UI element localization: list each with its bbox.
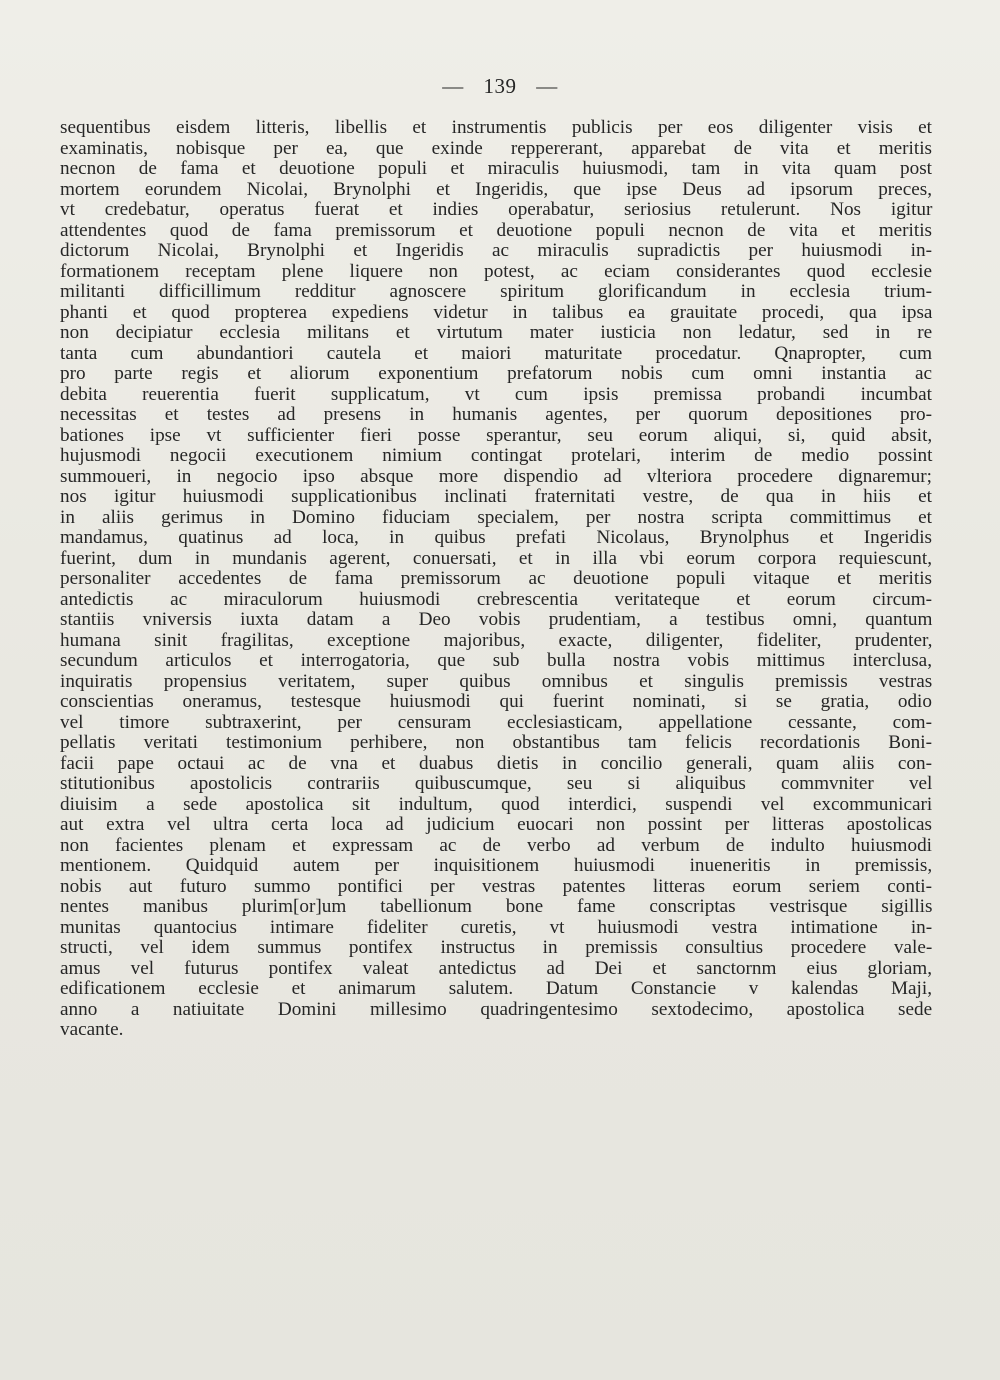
text-line: formationem receptam plene liquere non potest, ac eciam considerantes quod ecclesie	[60, 260, 932, 282]
text-line: militanti difficillimum redditur agnoscere spiritum glorificandum in ecclesia trium-	[60, 281, 933, 302]
text-line: secundum articulos et interrogatoria, que sub bulla nostra vobis mittimus interclusa,	[60, 650, 932, 671]
text-line: munitas quantocius intimare fideliter curetis, vt huiusmodi vestra intimatione in-	[60, 916, 933, 938]
text-line: humana sinit fragilitas, exceptione majoribus, exacte, diligenter, fideliter, prudenter,	[60, 629, 933, 651]
text-line: bationes ipse vt sufficienter fieri posse sperantur, seu eorum aliqui, si, quid absit,	[60, 424, 933, 446]
text-line: non decipiatur ecclesia militans et virtutum mater iusticia non ledatur, sed in re	[60, 322, 933, 343]
text-line: necessitas et testes ad presens in humanis agentes, per quorum depositiones pro-	[60, 404, 932, 425]
text-line: aut extra vel ultra certa loca ad judicium euocari non possint per litteras apostolicas	[60, 814, 932, 835]
text-line: mentionem. Quidquid autem per inquisitionem huiusmodi inueneritis in premissis,	[60, 855, 933, 876]
text-line: nentes manibus plurim[or]um tabellionum bone fame conscriptas vestrisque sigillis	[60, 896, 933, 917]
text-line: fuerint, dum in mundanis agerent, conuersati, et in illa vbi eorum corpora requiescunt,	[60, 547, 932, 569]
text-line: sequentibus eisdem litteris, libellis et instrumentis publicis per eos diligenter visis et	[60, 117, 932, 138]
text-line: personaliter accedentes de fama premissorum ac deuotione populi vitaque et meritis	[60, 568, 932, 589]
text-line: pellatis veritati testimonium perhibere, non obstantibus tam felicis recordationis Boni-	[60, 732, 932, 753]
body-text	[60, 118, 932, 1061]
text-line: mortem eorundem Nicolai, Brynolphi et Ingeridis, que ipse Deus ad ipsorum preces,	[60, 178, 932, 200]
text-line: vacante.	[60, 1019, 124, 1040]
text-line: hujusmodi negocii executionem nimium contingat protelari, interim de medio possint	[60, 445, 933, 466]
text-line: facii pape octaui ac de vna et duabus dietis in concilio generali, quam aliis con-	[60, 752, 932, 774]
page-number: 139	[483, 74, 517, 98]
text-line-last	[60, 1041, 932, 1062]
text-line: tanta cum abundantiori cautela et maiori maturitate procedatur. Qnapropter, cum	[60, 342, 932, 364]
text-line: nobis aut futuro summo pontifici per vestras patentes litteras eorum seriem conti-	[60, 875, 932, 897]
text-line: examinatis, nobisque per ea, que exinde reppererant, apparebat de vita et meritis	[60, 137, 932, 159]
text-line: nos igitur huiusmodi supplicationibus inclinati fraternitati vestre, de qua in hiis et	[60, 486, 932, 507]
text-line: stantiis vniversis iuxta datam a Deo vobis prudentiam, a testibus omni, quantum	[60, 609, 933, 630]
text-line: vel timore subtraxerint, per censuram ecclesiasticam, appellatione cessante, com-	[60, 711, 932, 733]
page-number-header	[0, 74, 1000, 99]
text-line: edificationem ecclesie et animarum salutem. Datum Constancie v kalendas Maji,	[60, 978, 932, 999]
text-line: diuisim a sede apostolica sit indultum, quod interdici, suspendi vel excommunicari	[60, 793, 933, 815]
text-line: amus vel futurus pontifex valeat antedictus ad Dei et sanctornm eius gloriam,	[60, 957, 932, 979]
text-line: anno a natiuitate Domini millesimo quadringentesimo sextodecimo, apostolica sede	[60, 998, 933, 1020]
text-line: inquiratis propensius veritatem, super quibus omnibus et singulis premissis vestras	[60, 670, 933, 692]
text-line: non facientes plenam et expressam ac de verbo ad verbum de indulto huiusmodi	[60, 834, 932, 856]
page-number-dash-left: —	[442, 74, 464, 98]
page-number-dash-right: —	[536, 74, 558, 98]
text-line: necnon de fama et deuotione populi et miraculis huiusmodi, tam in vita quam post	[60, 158, 932, 179]
text-line: dictorum Nicolai, Brynolphi et Ingeridis ac miraculis supradictis per huiusmodi in-	[60, 240, 932, 261]
text-line: pro parte regis et aliorum exponentium prefatorum nobis cum omni instantia ac	[60, 363, 933, 384]
text-line: attendentes quod de fama premissorum et deuotione populi necnon de vita et meritis	[60, 219, 932, 241]
text-line: in aliis gerimus in Domino fiduciam specialem, per nostra scripta committimus et	[60, 506, 932, 528]
text-line: antedictis ac miraculorum huiusmodi crebrescentia veritateque et eorum circum-	[60, 588, 933, 610]
text-line: conscientias oneramus, testesque huiusmodi qui fuerint nominati, si se gratia, odio	[60, 691, 932, 712]
text-line: summoueri, in negocio ipso absque more dispendio ad vlteriora procedere dignaremur;	[60, 465, 932, 487]
text-line: vt credebatur, operatus fuerat et indies operabatur, seriosius retulerunt. Nos igitur	[60, 199, 933, 220]
text-line: structi, vel idem summus pontifex instructus in premissis consultius procedere vale-	[60, 937, 933, 958]
text-line: mandamus, quatinus ad loca, in quibus prefati Nicolaus, Brynolphus et Ingeridis	[60, 527, 932, 548]
text-line: phanti et quod propterea expediens videtur in talibus ea grauitate procedi, qua ipsa	[60, 301, 933, 323]
text-line: stitutionibus apostolicis contrariis quibuscumque, seu si aliquibus commvniter vel	[60, 773, 933, 794]
text-line: debita reuerentia fuerit supplicatum, vt cum ipsis premissa probandi incumbat	[60, 383, 932, 405]
